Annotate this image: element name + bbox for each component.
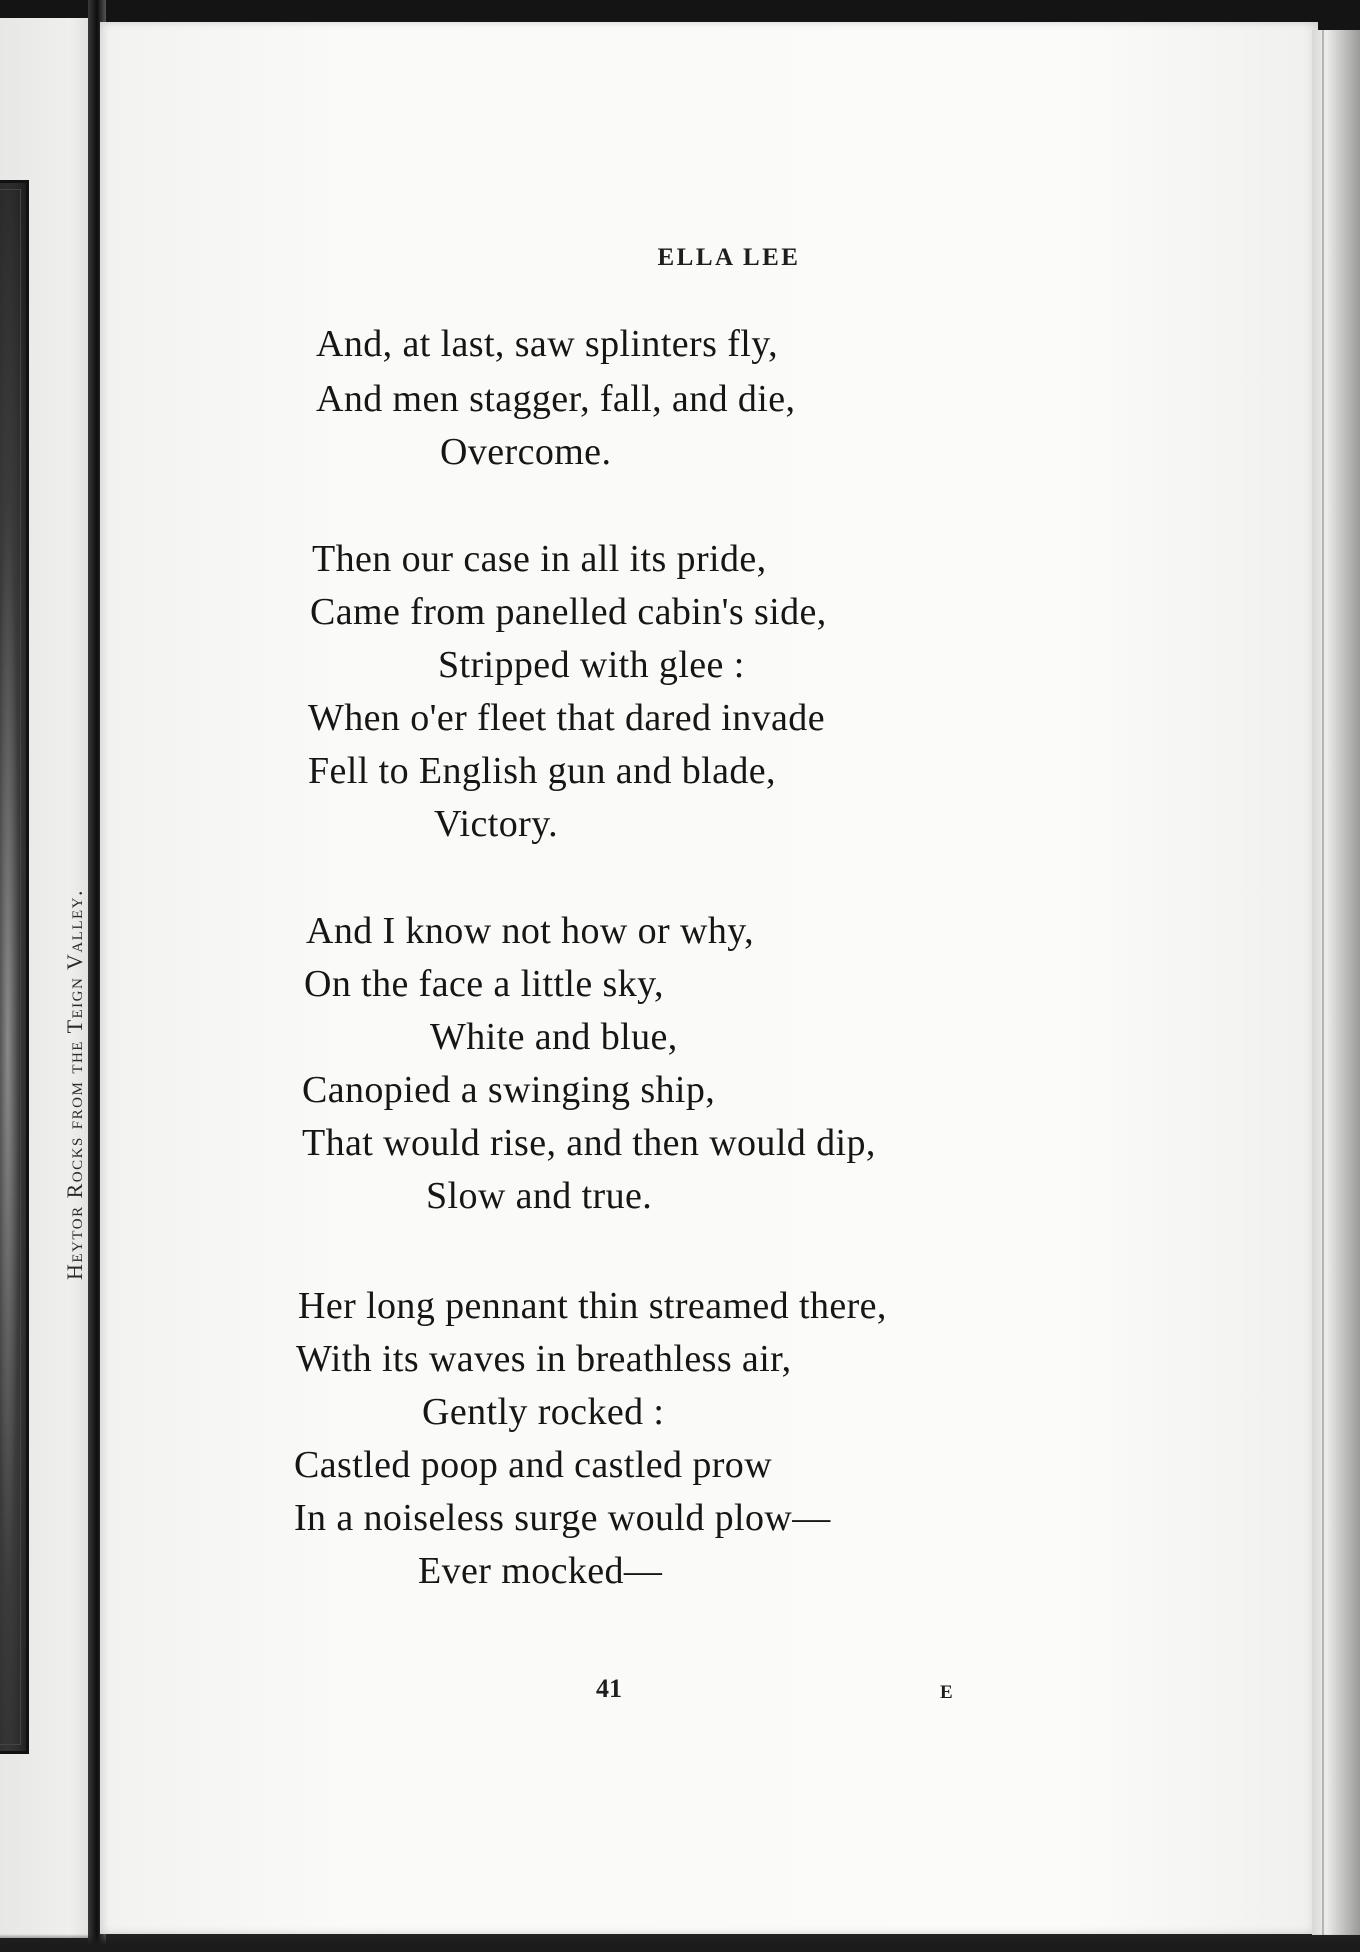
plate-border [0,189,21,1745]
poem-line: Canopied a swinging ship, [302,1069,716,1111]
poem-line: Came from panelled cabin's side, [310,591,827,633]
poem-line: And men stagger, fall, and die, [316,378,796,420]
page-edge [1312,30,1360,1935]
poem-refrain-line: Overcome. [440,431,612,473]
poem-refrain-line: Ever mocked— [418,1550,663,1592]
running-head: ELLA LEE [657,244,801,271]
photograph-plate [0,180,29,1754]
poem-line: Then our case in all its pride, [312,538,767,580]
poem-line: In a noiseless surge would plow— [294,1497,831,1539]
poem-line: Her long pennant thin streamed there, [298,1285,887,1327]
book-page [100,22,1318,1934]
poem-refrain-line: Slow and true. [426,1175,653,1217]
poem-line: And I know not how or why, [306,910,755,952]
facing-page [0,18,100,1938]
poem-refrain-line: Gently rocked : [422,1391,665,1433]
poem-line: Fell to English gun and blade, [308,750,776,792]
poem-line: On the face a little sky, [304,963,664,1005]
scan-bottom-shadow [0,1934,1360,1952]
signature-mark: E [940,1682,953,1703]
page-number: 41 [596,1674,622,1703]
poem-line: When o'er fleet that dared invade [308,697,825,739]
poem-line: With its waves in breathless air, [296,1338,792,1380]
poem-line: That would rise, and then would dip, [302,1122,876,1164]
poem-refrain-line: White and blue, [430,1016,678,1058]
poem-line: Castled poop and castled prow [294,1444,773,1486]
poem-refrain-line: Victory. [434,803,559,845]
plate-caption: Heytor Rocks from the Teign Valley. [62,889,87,1280]
poem-line: And, at last, saw splinters fly, [316,323,779,365]
poem-refrain-line: Stripped with glee : [438,644,745,686]
